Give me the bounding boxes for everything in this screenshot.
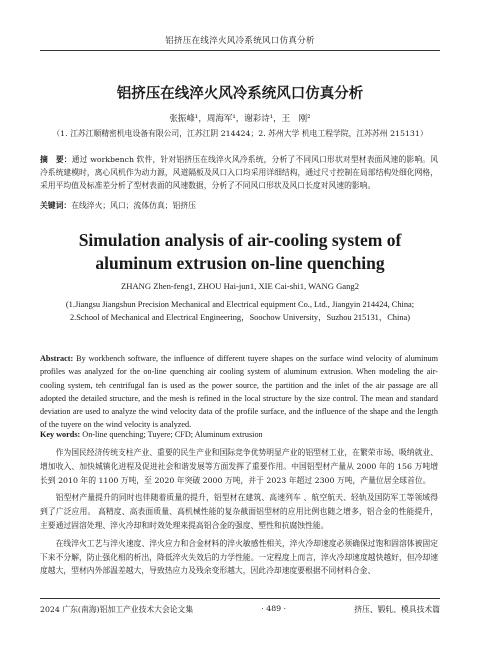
english-abstract	[40, 352, 438, 432]
chinese-keywords-label: 关键词：	[40, 201, 72, 210]
english-title: Simulation analysis of air-cooling system of aluminum extrusion on-line quenching	[78, 230, 402, 273]
chinese-keywords-text: 在线淬火；风口；流体仿真；铝挤压	[71, 201, 196, 210]
body-paragraph: 铝型材产量提升的同时也伴随着质量的提升，铝型材在建筑、高速列车 、航空航天、轻轨及国防军工等领域得到了广泛应用。 高精度、高表面质量、高机械性能的复杂截面铝型材的应用比例也随之增多，铝合金的性能提升，主要通过固溶处理、淬火冷却和时效处理来提高铝合金的强度、塑性和抗腐蚀性能。	[40, 493, 438, 530]
english-affiliation: (1.Jiangsu Jiangshun Precision Mechanical and Electrical equipment Co., Ltd., Jiangyin 214424, China; 2.School of Mechanical and Electrical Engineering，Soochow University，Suzhou 215131，China)	[65, 300, 415, 322]
footer-proceedings: 2024 广东(南海)铝加工产业技术大会论文集	[40, 605, 194, 614]
running-head: 铝挤压在线淬火风冷系统风口仿真分析	[165, 36, 315, 46]
chinese-title: 铝挤压在线淬火风冷系统风口仿真分析	[116, 86, 364, 102]
chinese-abstract	[40, 153, 438, 192]
chinese-abstract-label: 摘 要：	[40, 155, 72, 164]
english-keywords	[40, 428, 438, 441]
english-abstract-label: Abstract:	[40, 354, 74, 363]
english-keywords-label: Key words:	[40, 430, 81, 439]
english-keywords-text: On-line quenching; Tuyere; CFD; Aluminum extrusion	[82, 430, 263, 439]
body-text	[40, 446, 438, 582]
english-authors: ZHANG Zhen-feng1, ZHOU Hai-jun1, XIE Cai-shi1, WANG Gang2	[120, 281, 360, 291]
body-paragraph: 作为国民经济传统支柱产业、重要的民生产业和国际竞争优势明显产业的铝型材工业，在繁荣市场、吸纳就业、增加收入、加快城镇化进程及促进社会和谐发展等方面发挥了重要作用。中国铝型材产量从 2000 年的 156 万吨增长到 2010 年的 1100 万吨，至 2020 年突破 2000 万吨，并于 2023 年超过 2300 万吨，产量位居全球首位。	[40, 448, 438, 485]
chinese-authors: 张振峰¹，周海军¹，谢彩诗¹，王 刚²	[169, 114, 311, 124]
chinese-abstract-text: 通过 workbench 软件，针对铝挤压在线淬火风冷系统，分析了不同风口形状对型材表面风速的影响。风冷系统建模时，离心风机作为动力源，风道隔板及风口入口均采用详细结构，通过尺寸控制在局部结构处细化网格，采用平均值及标准差分析了型材表面的风速数据，分析了不同风口形状及风口长度对风速的影响。	[40, 155, 438, 190]
header-rule	[40, 50, 440, 51]
page-number: · 489 ·	[261, 604, 287, 613]
english-abstract-text: By workbench software, the influence of different tuyere shapes on the surface wind velocity of aluminum profiles was analyzed for the on-line quenching air cooling system of aluminum extrusion. When modeling the air-cooling system, teh centrifugal fan is used as the power source, the partition and the inlet of the air passage are all adopted the detailed structure, and the mesh is refined in the local structure by the size control. The mean and standard deviation are used to analyze the wind velocity data of the profile surface, and the influence of the shape and the length of the tuyere on the wind velocity is analyzed.	[40, 354, 438, 430]
chinese-keywords	[40, 199, 438, 212]
footer	[40, 604, 440, 615]
chinese-affiliation: （1. 江苏江顺精密机电设备有限公司，江苏江阴 214424；2. 苏州大学 机电工程学院，江苏苏州 215131）	[52, 129, 428, 138]
footer-section: 挤压、锻轧、模具技术篇	[354, 605, 440, 614]
body-paragraph: 在线淬火工艺与淬火速度、淬火应力和合金材料的淬火敏感性相关，淬火冷却速度必须确保过饱和固溶体被固定下来不分解，防止强化相的析出，降低淬火失效后的力学性能。一定程度上而言，淬火冷却速度越快越好，但冷却速度越大，型材内外部温差越大，导致热应力及残余变形越大，因此冷却速度要根据不同材料合金、	[40, 538, 438, 576]
footer-rule	[40, 598, 440, 599]
